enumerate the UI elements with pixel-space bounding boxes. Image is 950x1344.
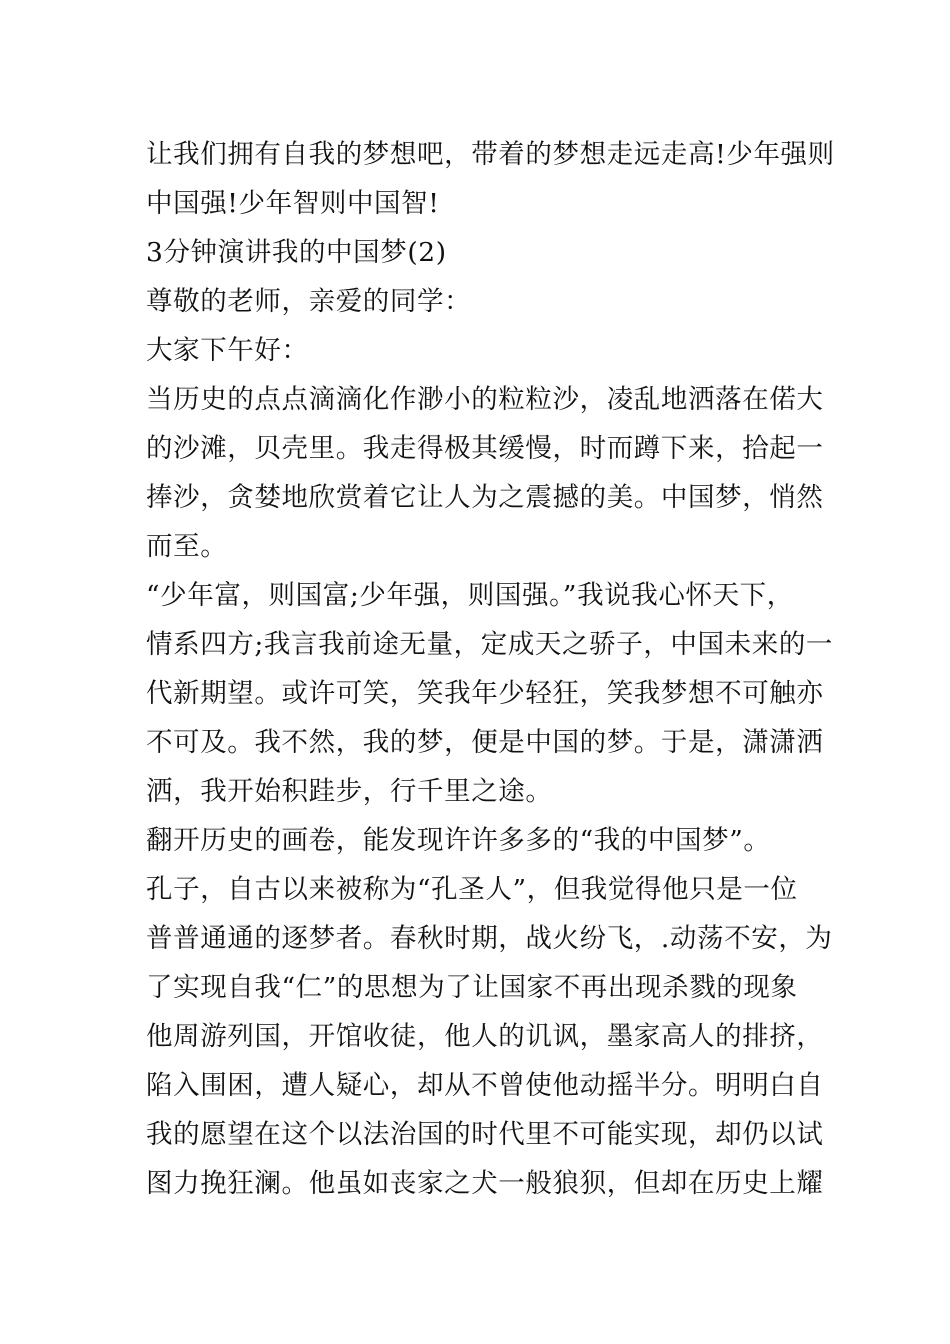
text-line: 的沙滩，贝壳里。我走得极其缓慢，时而蹲下来，拾起一 <box>146 433 824 464</box>
text-line: 洒，我开始积跬步，行千里之途。 <box>146 776 553 807</box>
paragraph-p-scroll <box>146 816 810 865</box>
text-line: 中国强!少年智则中国智! <box>146 188 440 219</box>
text-line: 情系四方;我言我前途无量，定成天之骄子，中国未来的一 <box>146 629 834 660</box>
text-line: 当历史的点点滴滴化作渺小的粒粒沙，凌乱地洒落在偌大 <box>146 384 824 415</box>
paragraph-p-intro-end <box>146 130 835 228</box>
paragraph-p-confucius <box>146 865 833 1208</box>
text-line: 我的愿望在这个以法治国的时代里不可能实现，却仍以试 <box>146 1119 824 1150</box>
text-line: 大家下午好： <box>146 335 309 366</box>
text-line: 捧沙，贪婪地欣赏着它让人为之震撼的美。中国梦，悄然 <box>146 482 824 513</box>
body-text <box>146 130 835 1208</box>
text-line: 翻开历史的画卷，能发现许许多多的“我的中国梦”。 <box>146 825 771 856</box>
paragraph-p-salutation <box>146 277 810 326</box>
text-line: 了实现自我“仁”的思想为了让国家不再出现杀戮的现象 <box>146 972 798 1003</box>
text-line: 3分钟演讲我的中国梦(2) <box>146 237 447 268</box>
text-line: 他周游列国，开馆收徒，他人的讥讽，墨家高人的排挤， <box>146 1021 824 1052</box>
text-line: 尊敬的老师，亲爱的同学： <box>146 286 472 317</box>
paragraph-p-greeting <box>146 326 810 375</box>
text-line: 孔子，自古以来被称为“孔圣人”，但我觉得他只是一位 <box>146 874 798 905</box>
text-line: 不可及。我不然，我的梦，便是中国的梦。于是，潇潇洒 <box>146 727 824 758</box>
text-line: 让我们拥有自我的梦想吧，带着的梦想走远走高!少年强则 <box>146 139 835 170</box>
text-line: “少年富，则国富;少年强，则国强。”我说我心怀天下， <box>146 580 794 611</box>
text-line: 代新期望。或许可笑，笑我年少轻狂，笑我梦想不可触亦 <box>146 678 824 709</box>
text-line: 而至。 <box>146 531 228 562</box>
text-line: 普普通通的逐梦者。春秋时期，战火纷飞，.动荡不安，为 <box>146 923 833 954</box>
paragraph-p-history-sand <box>146 375 824 571</box>
text-line: 图力挽狂澜。他虽如丧家之犬一般狼狈，但却在历史上耀 <box>146 1168 824 1199</box>
paragraph-p-youth <box>146 571 834 816</box>
text-line: 陷入围困，遭人疑心，却从不曾使他动摇半分。明明白自 <box>146 1070 824 1101</box>
paragraph-p-heading <box>146 228 810 277</box>
